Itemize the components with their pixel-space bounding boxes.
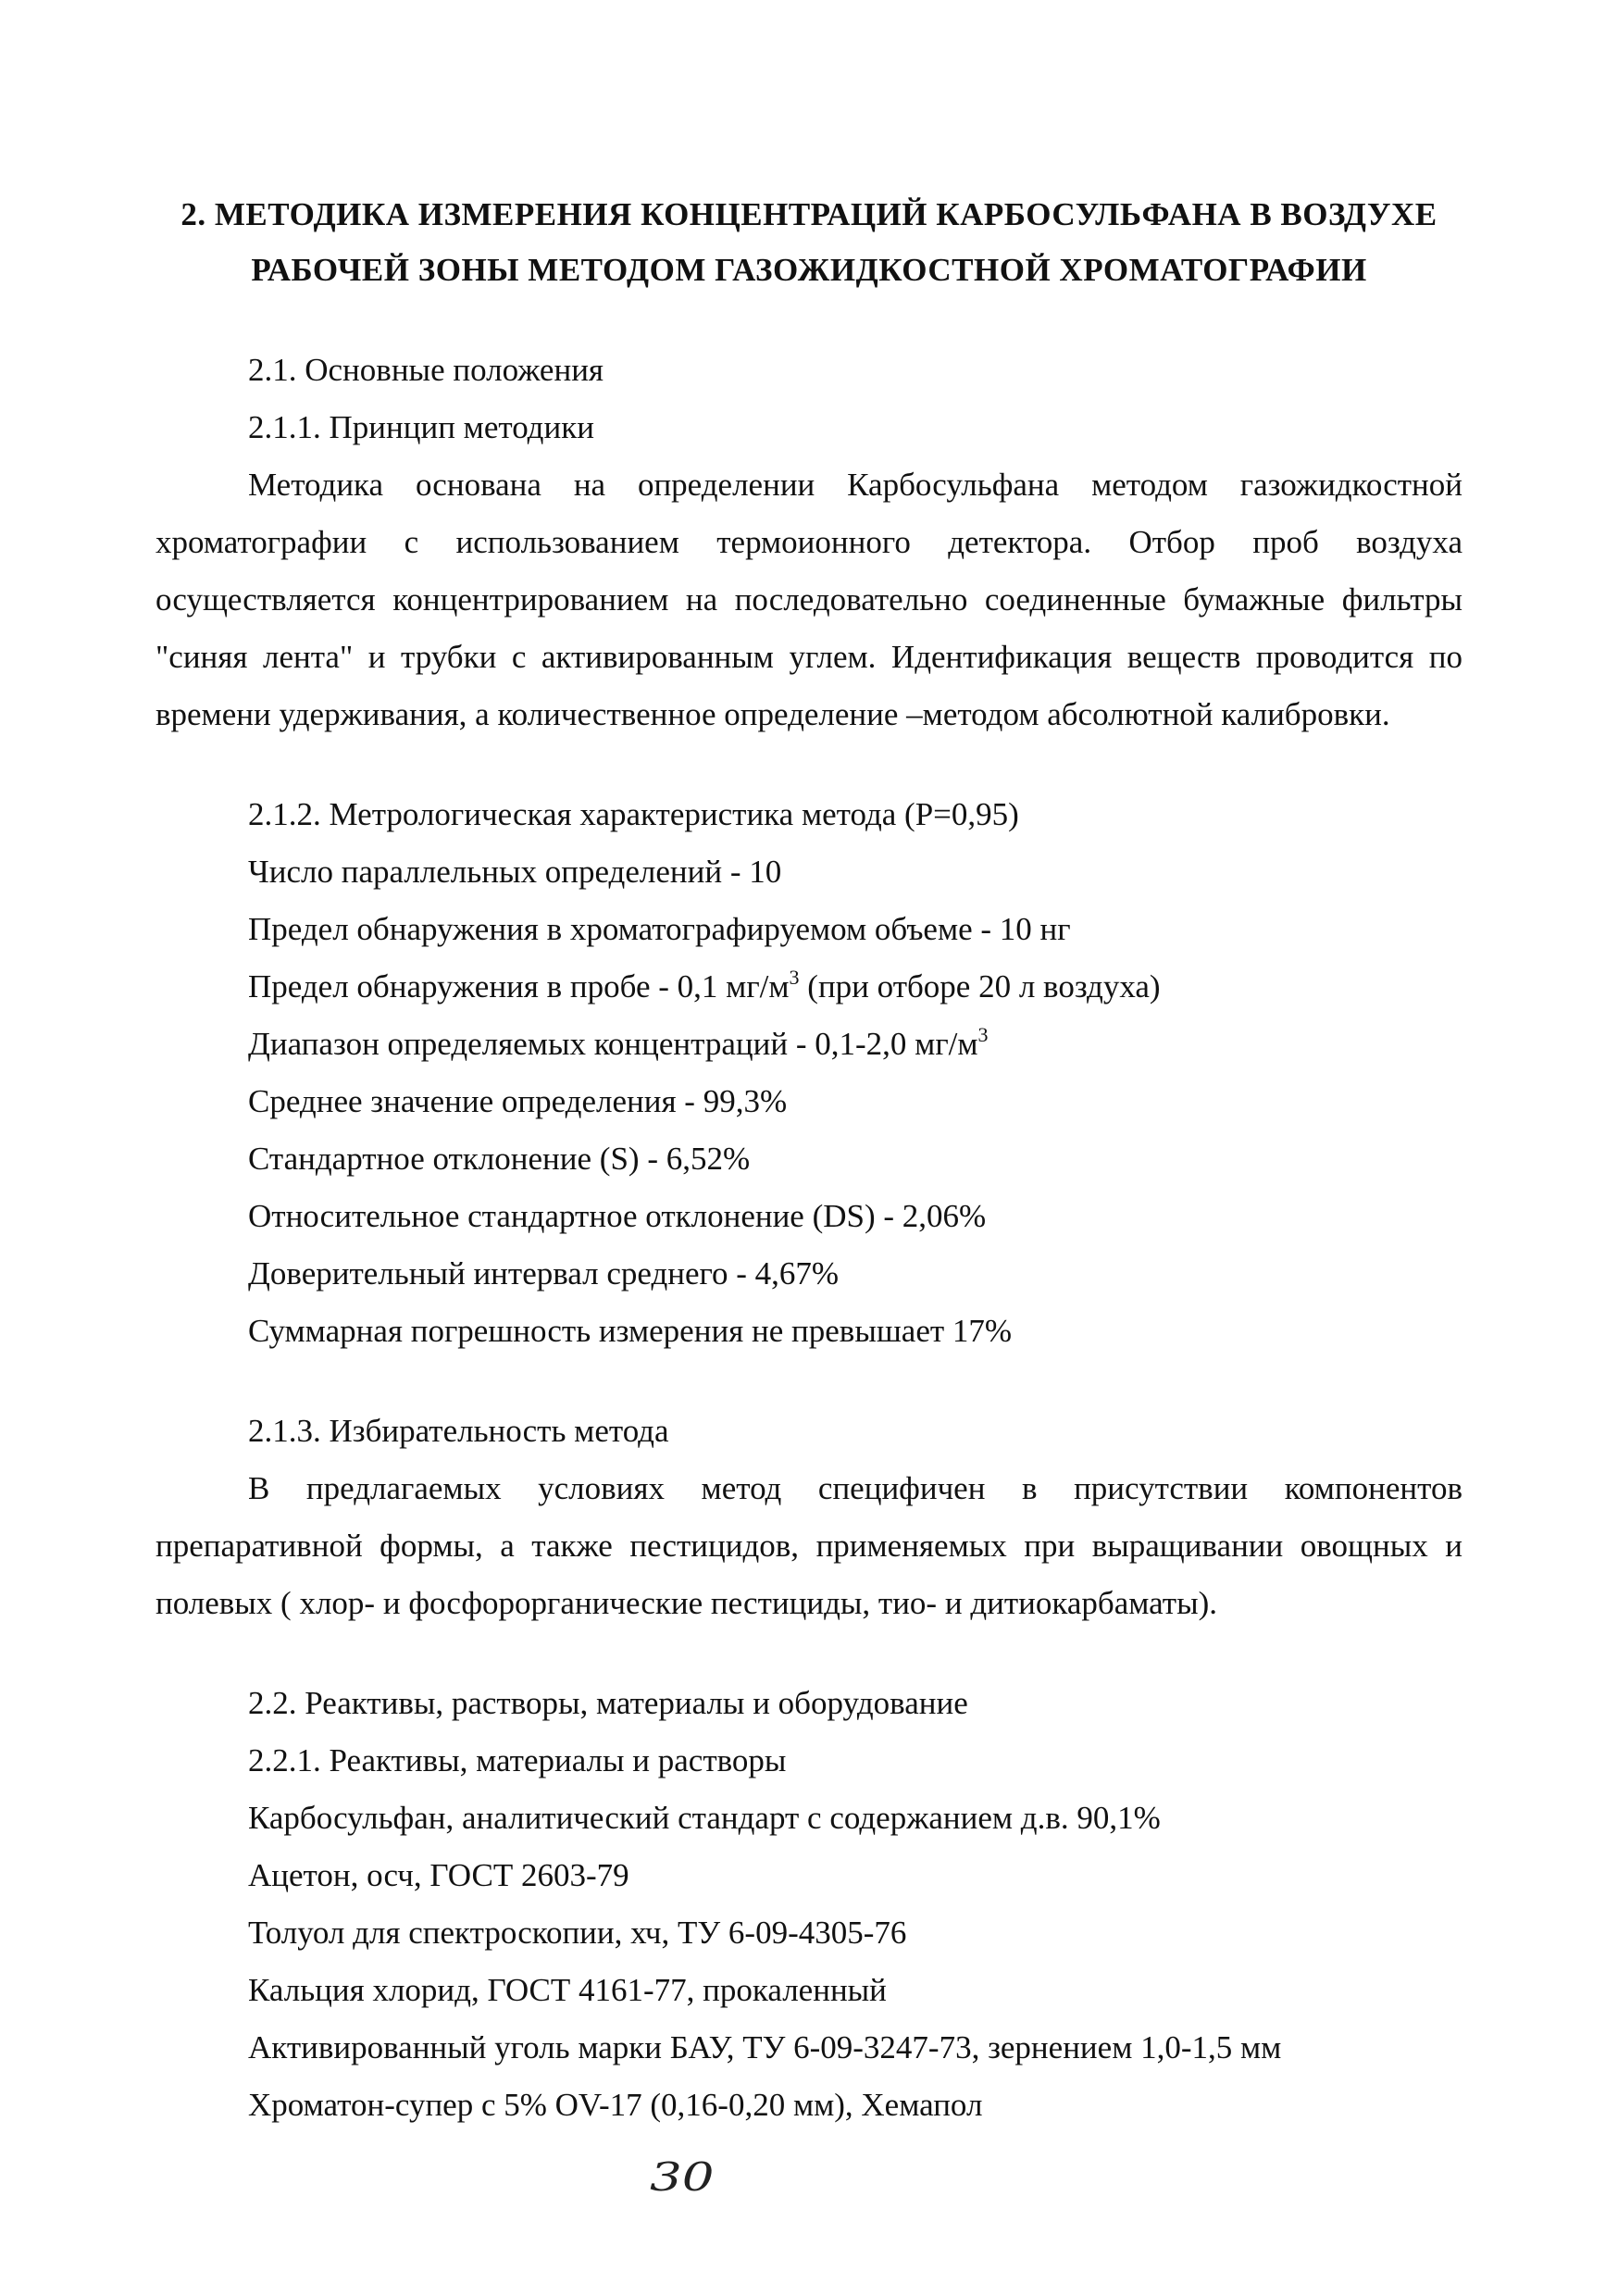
reagent-item: Хроматон-супер с 5% OV-17 (0,16-0,20 мм), Хемапол <box>248 2087 983 2123</box>
metrology-item: Число параллельных определений - 10 <box>248 854 782 890</box>
metrology-item: Относительное стандартное отклонение (DS) - 2,06% <box>248 1198 987 1234</box>
paragraph-principle-line: хроматографии с использованием термоионного детектора. Отбор проб воздуха <box>156 524 1462 560</box>
paragraph-principle-line: Методика основана на определении Карбосульфана методом газожидкостной <box>248 467 1462 503</box>
metrology-item: Стандартное отклонение (S) - 6,52% <box>248 1141 751 1177</box>
reagent-item: Активированный уголь марки БАУ, ТУ 6-09-3247-73, зернением 1,0-1,5 мм <box>248 2029 1282 2065</box>
paragraph-selectivity-line: полевых ( хлор- и фосфорорганические пестициды, тио- и дитиокарбаматы). <box>156 1585 1217 1621</box>
subsection-title-2-2-1: 2.2.1. Реактивы, материалы и растворы <box>248 1742 787 1778</box>
subsection-title-2-1-3: 2.1.3. Избирательность метода <box>248 1413 669 1449</box>
metrology-item: Среднее значение определения - 99,3% <box>248 1083 788 1119</box>
reagent-item: Ацетон, осч, ГОСТ 2603-79 <box>248 1857 629 1893</box>
subsection-title-2-1-1: 2.1.1. Принцип методики <box>248 409 594 445</box>
section-heading-line-2: РАБОЧЕЙ ЗОНЫ МЕТОДОМ ГАЗОЖИДКОСТНОЙ ХРОМАТОГРАФИИ <box>251 252 1367 288</box>
reagent-item: Карбосульфан, аналитический стандарт с содержанием д.в. 90,1% <box>248 1800 1161 1836</box>
subsection-title-2-1-2: 2.1.2. Метрологическая характеристика метода (Р=0,95) <box>248 796 1019 832</box>
paragraph-selectivity-line: препаративной формы, а также пестицидов, применяемых при выращивании овощных и <box>156 1528 1462 1564</box>
subsection-title-2-2: 2.2. Реактивы, растворы, материалы и оборудование <box>248 1685 968 1721</box>
subsection-title-2-1: 2.1. Основные положения <box>248 352 604 388</box>
metrology-item: Доверительный интервал среднего - 4,67% <box>248 1255 840 1292</box>
metrology-item: Предел обнаружения в хроматографируемом объеме - 10 нг <box>248 911 1071 947</box>
paragraph-principle-line: времени удерживания, а количественное определение –методом абсолютной калибровки. <box>156 696 1390 732</box>
metrology-item-range: Диапазон определяемых концентраций - 0,1-2,0 $мг/м^3$ <box>248 1023 989 1062</box>
paragraph-selectivity-line: В предлагаемых условиях метод специфичен в присутствии компонентов <box>248 1470 1462 1506</box>
page-number: 30 <box>649 2154 715 2200</box>
paragraph-principle-line: "синяя лента" и трубки с активированным углем. Идентификация веществ проводится по <box>156 639 1462 675</box>
section-heading-line-1: 2. МЕТОДИКА ИЗМЕРЕНИЯ КОНЦЕНТРАЦИЙ КАРБОСУЛЬФАНА В ВОЗДУХЕ <box>180 196 1438 232</box>
reagent-item: Толуол для спектроскопии, хч, ТУ 6-09-4305-76 <box>248 1915 907 1951</box>
reagent-item: Кальция хлорид, ГОСТ 4161-77, прокаленный <box>248 1972 887 2008</box>
metrology-item-detection-limit: Предел обнаружения в пробе - 0,1 $мг/м^3$ (при отборе 20 л воздуха) <box>248 966 1161 1004</box>
paragraph-principle-line: осуществляется концентрированием на последовательно соединенные бумажные фильтры <box>156 581 1462 618</box>
metrology-item: Суммарная погрешность измерения не превышает 17% <box>248 1313 1013 1349</box>
